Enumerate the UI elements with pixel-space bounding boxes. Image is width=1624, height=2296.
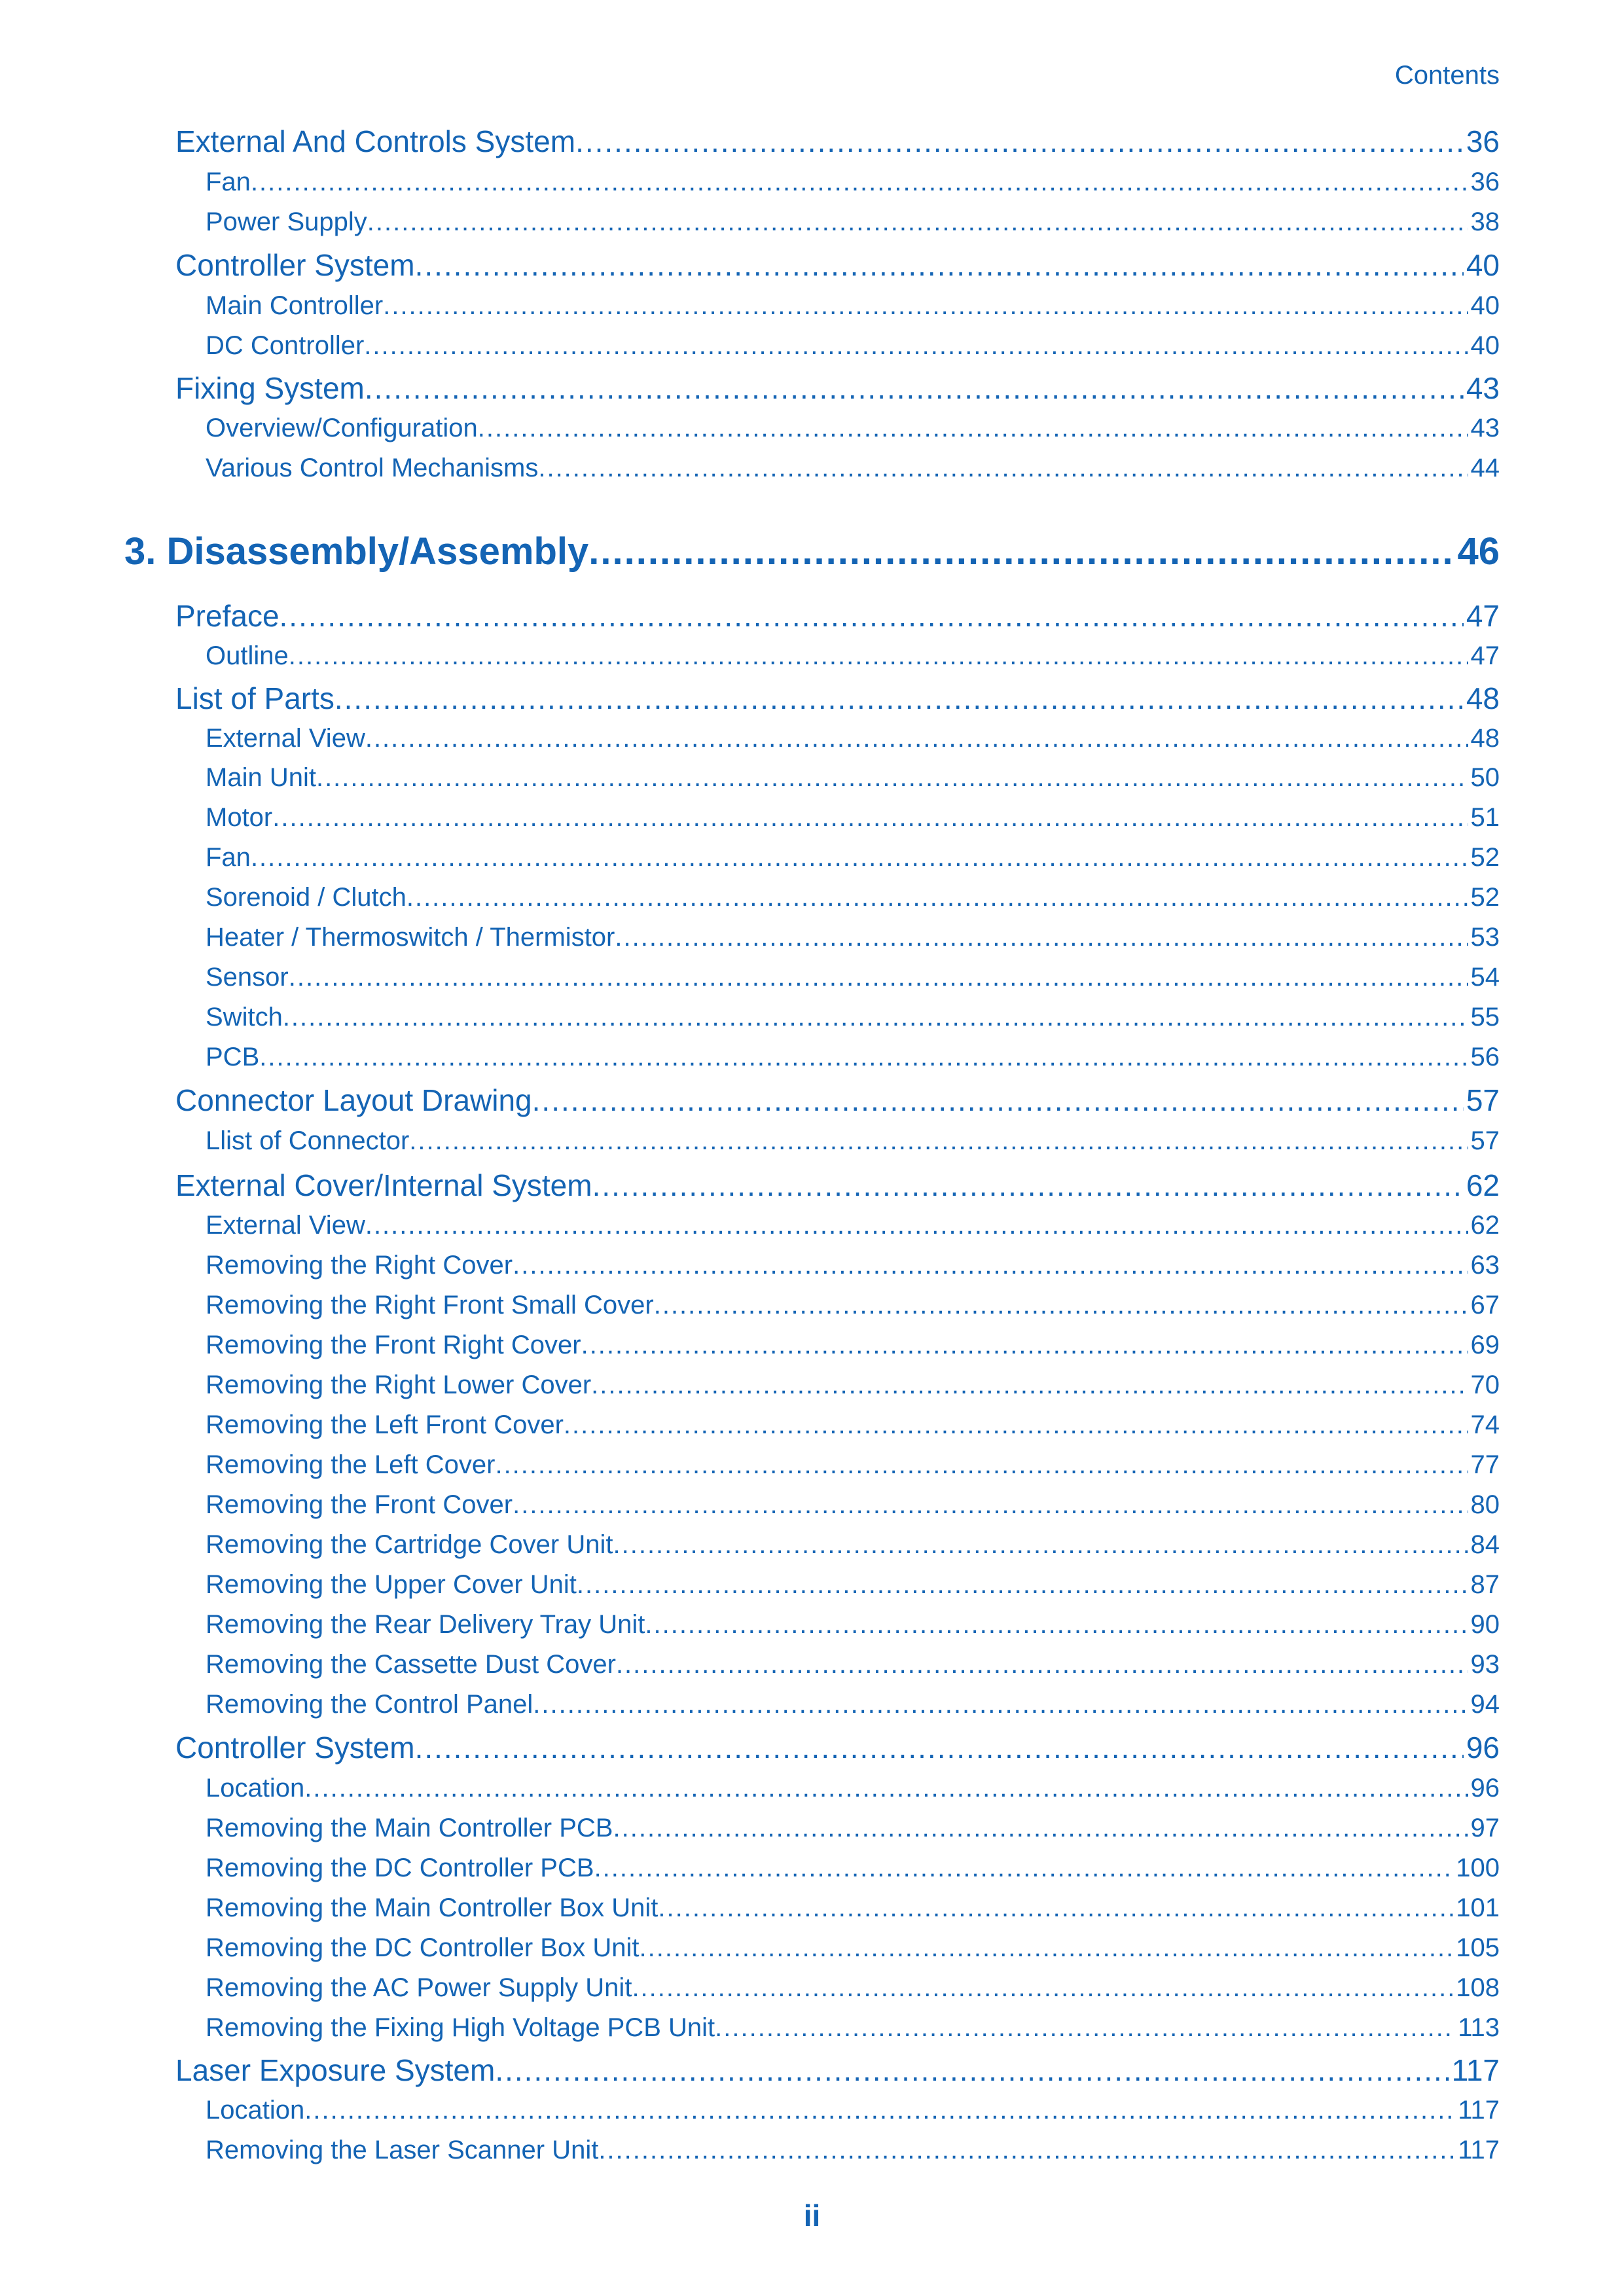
toc-entry-page-number: 62	[1470, 1211, 1500, 1240]
dot-leader	[251, 164, 1468, 200]
toc-entry-title: Removing the Rear Delivery Tray Unit	[206, 1610, 645, 1639]
toc-section[interactable]	[175, 368, 1500, 408]
toc-subsection[interactable]	[206, 2092, 1500, 2128]
toc-entry-page-number: 48	[1470, 724, 1500, 753]
toc-subsection[interactable]	[206, 1567, 1500, 1602]
dot-leader	[532, 1081, 1464, 1120]
toc-entry-title: Fan	[206, 168, 251, 196]
dot-leader	[304, 2092, 1455, 2128]
toc-subsection[interactable]	[206, 880, 1500, 915]
dot-leader	[409, 1123, 1468, 1158]
toc-entry-page-number: 105	[1456, 1933, 1500, 1962]
toc-chapter[interactable]	[124, 528, 1500, 576]
dot-leader	[495, 2051, 1449, 2090]
toc-entry-page-number: 56	[1470, 1043, 1500, 1071]
toc-entry-title: Main Controller	[206, 291, 384, 320]
toc-subsection[interactable]	[206, 800, 1500, 835]
toc-entry-page-number: 53	[1470, 923, 1500, 952]
toc-entry-title: Removing the Laser Scanner Unit	[206, 2136, 599, 2164]
dot-leader	[715, 2010, 1455, 2045]
dot-leader	[513, 1487, 1468, 1522]
dot-leader	[594, 1850, 1454, 1886]
toc-subsection[interactable]	[206, 1447, 1500, 1482]
toc-entry-page-number: 77	[1470, 1450, 1500, 1479]
toc-entry-page-number: 93	[1470, 1650, 1500, 1679]
dot-leader	[613, 1527, 1468, 1562]
toc-subsection[interactable]	[206, 840, 1500, 875]
toc-subsection[interactable]	[206, 410, 1500, 446]
toc-section[interactable]	[175, 1081, 1500, 1120]
dot-leader	[577, 1567, 1468, 1602]
toc-entry-page-number: 96	[1470, 1774, 1500, 1803]
toc-entry-title: Heater / Thermoswitch / Thermistor	[206, 923, 615, 952]
toc-entry-page-number: 44	[1470, 454, 1500, 482]
dot-leader	[513, 1247, 1468, 1283]
toc-entry-page-number: 80	[1470, 1490, 1500, 1519]
dot-leader	[591, 1367, 1468, 1403]
dot-leader	[581, 1327, 1468, 1363]
toc-subsection[interactable]	[206, 999, 1500, 1035]
toc-entry-title: DC Controller	[206, 331, 365, 360]
toc-subsection[interactable]	[206, 1208, 1500, 1243]
toc-entry-title: External Cover/Internal System	[175, 1168, 592, 1202]
toc-entry-page-number: 57	[1470, 1126, 1500, 1155]
toc-subsection[interactable]	[206, 1247, 1500, 1283]
toc-subsection[interactable]	[206, 1607, 1500, 1642]
toc-entry-page-number: 67	[1470, 1291, 1500, 1319]
dot-leader	[616, 1647, 1468, 1682]
dot-leader	[588, 528, 1454, 576]
toc-entry-page-number: 117	[1451, 2053, 1500, 2087]
toc-entry-page-number: 46	[1457, 530, 1500, 573]
toc-subsection[interactable]	[206, 288, 1500, 323]
toc-entry-title: External View	[206, 724, 365, 753]
toc-entry-page-number: 54	[1470, 963, 1500, 992]
toc-entry-page-number: 36	[1470, 168, 1500, 196]
toc-entry-page-number: 117	[1458, 2096, 1500, 2125]
toc-entry-title: Sensor	[206, 963, 289, 992]
dot-leader	[639, 1930, 1453, 1965]
dot-leader	[259, 1039, 1468, 1075]
dot-leader	[280, 596, 1464, 636]
toc-entry-page-number: 100	[1456, 1854, 1500, 1882]
toc-subsection[interactable]	[206, 1770, 1500, 1806]
toc-entry-title: External And Controls System	[175, 124, 576, 158]
dot-leader	[367, 204, 1468, 240]
dot-leader	[632, 1970, 1453, 2005]
toc-entry-page-number: 87	[1470, 1570, 1500, 1599]
toc-entry-page-number: 69	[1470, 1331, 1500, 1359]
dot-leader	[415, 245, 1464, 285]
toc-entry-page-number: 90	[1470, 1610, 1500, 1639]
toc-subsection[interactable]	[206, 1850, 1500, 1886]
toc-entry-page-number: 38	[1470, 207, 1500, 236]
toc-section[interactable]	[175, 245, 1500, 285]
running-header: Contents	[1394, 61, 1500, 90]
dot-leader	[383, 288, 1468, 323]
toc-subsection[interactable]	[206, 920, 1500, 955]
toc-section[interactable]	[175, 1166, 1500, 1205]
toc-entry-title: Removing the Control Panel	[206, 1690, 533, 1719]
toc-section[interactable]	[175, 679, 1500, 718]
toc-subsection[interactable]	[206, 204, 1500, 240]
dot-leader	[251, 840, 1468, 875]
toc-entry-title: Outline	[206, 641, 289, 670]
dot-leader	[316, 760, 1468, 795]
toc-subsection[interactable]	[206, 164, 1500, 200]
dot-leader	[564, 1407, 1468, 1443]
dot-leader	[654, 1287, 1468, 1323]
toc-entry-title: Motor	[206, 803, 273, 832]
toc-entry-title: List of Parts	[175, 681, 334, 715]
toc-entry-title: Removing the Right Front Small Cover	[206, 1291, 654, 1319]
toc-entry-page-number: 96	[1466, 1731, 1500, 1765]
toc-subsection[interactable]	[206, 760, 1500, 795]
toc-subsection[interactable]	[206, 1367, 1500, 1403]
toc-entry-title: Removing the Main Controller PCB	[206, 1814, 613, 1842]
dot-leader	[283, 999, 1468, 1035]
toc-subsection[interactable]	[206, 2010, 1500, 2045]
toc-entry-page-number: 97	[1470, 1814, 1500, 1842]
toc-entry-title: Controller System	[175, 1731, 415, 1765]
toc-entry-page-number: 40	[1466, 248, 1500, 282]
toc-subsection[interactable]	[206, 1287, 1500, 1323]
dot-leader	[613, 1810, 1468, 1846]
toc-subsection[interactable]	[206, 1970, 1500, 2005]
toc-entry-page-number: 47	[1466, 599, 1500, 633]
toc-entry-page-number: 55	[1470, 1003, 1500, 1031]
toc-entry-title: Removing the Front Cover	[206, 1490, 513, 1519]
toc-entry-title: 3. Disassembly/Assembly	[124, 530, 589, 573]
dot-leader	[365, 368, 1464, 408]
toc-entry-page-number: 63	[1470, 1251, 1500, 1280]
toc-section[interactable]	[175, 1728, 1500, 1767]
toc-entry-title: Removing the Front Right Cover	[206, 1331, 581, 1359]
toc-subsection[interactable]	[206, 2132, 1500, 2168]
toc-entry-title: Switch	[206, 1003, 283, 1031]
toc-entry-title: Removing the Right Cover	[206, 1251, 513, 1280]
toc-entry-page-number: 70	[1470, 1371, 1500, 1399]
toc-subsection[interactable]	[206, 721, 1500, 756]
toc-subsection[interactable]	[206, 1123, 1500, 1158]
dot-leader	[415, 1728, 1464, 1767]
dot-leader	[592, 1166, 1464, 1205]
toc-entry-page-number: 47	[1470, 641, 1500, 670]
toc-entry-title: Removing the DC Controller PCB	[206, 1854, 594, 1882]
toc-entry-title: Removing the Upper Cover Unit	[206, 1570, 577, 1599]
toc-entry-page-number: 40	[1470, 331, 1500, 360]
dot-leader	[365, 721, 1468, 756]
toc-entry-page-number: 108	[1456, 1973, 1500, 2002]
toc-subsection[interactable]	[206, 1407, 1500, 1443]
toc-section[interactable]	[175, 596, 1500, 636]
toc-entry-title: Fixing System	[175, 371, 365, 405]
dot-leader	[598, 2132, 1455, 2168]
toc-entry-page-number: 57	[1466, 1083, 1500, 1117]
toc-subsection[interactable]	[206, 1327, 1500, 1363]
dot-leader	[538, 450, 1468, 486]
toc-entry-page-number: 50	[1470, 763, 1500, 792]
toc-entry-title: Location	[206, 1774, 305, 1803]
toc-subsection[interactable]	[206, 450, 1500, 486]
dot-leader	[304, 1770, 1468, 1806]
page-number: ii	[803, 2198, 821, 2233]
toc-entry-page-number: 113	[1458, 2013, 1500, 2042]
toc-entry-page-number: 117	[1458, 2136, 1500, 2164]
toc-entry-page-number: 84	[1470, 1530, 1500, 1559]
toc-entry-page-number: 43	[1466, 371, 1500, 405]
toc-entry-page-number: 94	[1470, 1690, 1500, 1719]
dot-leader	[364, 328, 1468, 363]
toc-entry-page-number: 48	[1466, 681, 1500, 715]
dot-leader	[406, 880, 1468, 915]
toc-entry-title: Llist of Connector	[206, 1126, 410, 1155]
toc-entry-page-number: 40	[1470, 291, 1500, 320]
dot-leader	[334, 679, 1464, 718]
toc-entry-title: Removing the Right Lower Cover	[206, 1371, 592, 1399]
toc-entry-page-number: 36	[1466, 124, 1500, 158]
toc-section[interactable]	[175, 2051, 1500, 2090]
toc-section[interactable]	[175, 122, 1500, 161]
toc-subsection[interactable]	[206, 1890, 1500, 1926]
toc-entry-title: Removing the Cartridge Cover Unit	[206, 1530, 613, 1559]
dot-leader	[365, 1208, 1468, 1243]
toc-subsection[interactable]	[206, 328, 1500, 363]
toc-subsection[interactable]	[206, 1527, 1500, 1562]
toc-entry-title: Removing the Left Cover	[206, 1450, 496, 1479]
toc-subsection[interactable]	[206, 1039, 1500, 1075]
dot-leader	[272, 800, 1468, 835]
toc-entry-title: Fan	[206, 843, 251, 872]
toc-entry-title: Removing the AC Power Supply Unit	[206, 1973, 632, 2002]
dot-leader	[575, 122, 1464, 161]
toc-entry-title: Removing the Main Controller Box Unit	[206, 1893, 659, 1922]
toc-entry-title: Removing the Cassette Dust Cover	[206, 1650, 616, 1679]
dot-leader	[615, 920, 1468, 955]
toc-entry-title: Main Unit	[206, 763, 316, 792]
toc-entry-page-number: 51	[1470, 803, 1500, 832]
toc-subsection[interactable]	[206, 1487, 1500, 1522]
dot-leader	[658, 1890, 1453, 1926]
toc-subsection[interactable]	[206, 1647, 1500, 1682]
dot-leader	[478, 410, 1468, 446]
toc-entry-title: External View	[206, 1211, 365, 1240]
dot-leader	[645, 1607, 1468, 1642]
toc-subsection[interactable]	[206, 1930, 1500, 1965]
toc-subsection[interactable]	[206, 1810, 1500, 1846]
toc-subsection[interactable]	[206, 638, 1500, 673]
dot-leader	[533, 1687, 1468, 1722]
toc-entry-page-number: 62	[1466, 1168, 1500, 1202]
toc-entry-title: Laser Exposure System	[175, 2053, 496, 2087]
toc-subsection[interactable]	[206, 1687, 1500, 1722]
dot-leader	[495, 1447, 1468, 1482]
dot-leader	[289, 638, 1468, 673]
toc-entry-title: Overview/Configuration	[206, 414, 478, 442]
dot-leader	[289, 960, 1468, 995]
toc-entry-title: Removing the DC Controller Box Unit	[206, 1933, 640, 1962]
toc-entry-title: Various Control Mechanisms	[206, 454, 539, 482]
toc-entry-title: Connector Layout Drawing	[175, 1083, 532, 1117]
toc-entry-page-number: 101	[1456, 1893, 1500, 1922]
toc-entry-page-number: 43	[1470, 414, 1500, 442]
toc-subsection[interactable]	[206, 960, 1500, 995]
toc-entry-title: Removing the Fixing High Voltage PCB Unit	[206, 2013, 715, 2042]
toc-entry-page-number: 74	[1470, 1410, 1500, 1439]
toc-entry-title: Sorenoid / Clutch	[206, 883, 406, 912]
toc-entry-title: Controller System	[175, 248, 415, 282]
toc-entry-title: PCB	[206, 1043, 260, 1071]
toc-entry-title: Location	[206, 2096, 305, 2125]
toc-entry-title: Power Supply	[206, 207, 367, 236]
toc-entry-page-number: 52	[1470, 843, 1500, 872]
toc-entry-title: Removing the Left Front Cover	[206, 1410, 564, 1439]
toc-entry-title: Preface	[175, 599, 280, 633]
toc-entry-page-number: 52	[1470, 883, 1500, 912]
